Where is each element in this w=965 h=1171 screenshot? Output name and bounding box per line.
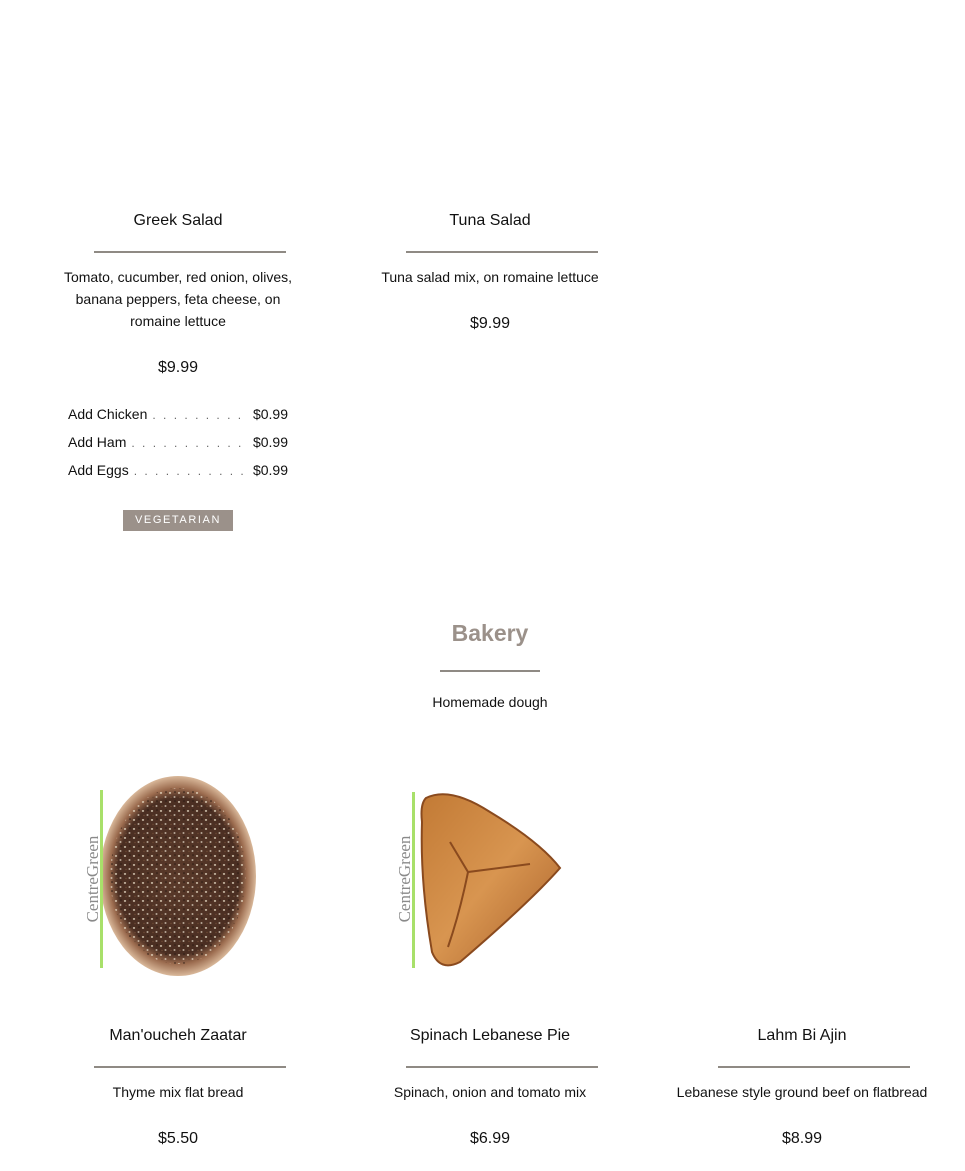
item-divider — [94, 251, 286, 253]
item-name: Greek Salad — [133, 212, 223, 229]
item-divider — [94, 1066, 286, 1068]
watermark-text: CentreGreen — [83, 835, 102, 923]
spinach-pie-photo — [390, 772, 590, 982]
item-price: $9.99 — [469, 315, 511, 332]
menu-item-manoucheh-zaatar — [22, 1025, 334, 1165]
watermark-text: CentreGreen — [395, 835, 414, 923]
item-divider — [406, 1066, 598, 1068]
section-subtitle: Homemade dough — [432, 694, 548, 710]
addon-row — [68, 434, 288, 454]
item-description: Lebanese style ground beef on flatbread — [676, 1084, 928, 1100]
item-name: Man'oucheh Zaatar — [109, 1027, 247, 1044]
vegetarian-badge: VEGETARIAN — [123, 510, 233, 531]
addon-price: $0.99 — [252, 434, 288, 450]
addon-label: Add Chicken — [68, 406, 148, 422]
menu-item-greek-salad — [22, 210, 334, 540]
item-name: Lahm Bi Ajin — [757, 1027, 847, 1044]
addon-row — [68, 406, 288, 426]
addon-leader-dots — [131, 436, 248, 450]
item-description: Tuna salad mix, on romaine lettuce — [381, 269, 599, 285]
zaatar-flatbread-photo — [78, 772, 278, 982]
addon-price: $0.99 — [252, 462, 288, 478]
item-description: Tomato, cucumber, red onion, olives, banana peppers, feta cheese, on romaine lettuce — [63, 269, 292, 329]
section-divider — [440, 670, 540, 672]
item-name: Spinach Lebanese Pie — [409, 1027, 571, 1044]
section-title-bakery: Bakery — [451, 620, 529, 646]
item-price: $8.99 — [781, 1130, 823, 1147]
item-description: Spinach, onion and tomato mix — [393, 1084, 587, 1100]
menu-item-lahm-bi-ajin — [646, 1025, 958, 1165]
item-divider — [718, 1066, 910, 1068]
addon-leader-dots — [152, 408, 248, 422]
menu-item-tuna-salad — [334, 210, 646, 350]
item-name: Tuna Salad — [449, 212, 531, 229]
addon-price: $0.99 — [252, 406, 288, 422]
item-price: $9.99 — [157, 359, 199, 376]
item-price: $5.50 — [157, 1130, 199, 1147]
item-divider — [406, 251, 598, 253]
menu-item-spinach-lebanese-pie — [334, 1025, 646, 1165]
addon-label: Add Ham — [68, 434, 127, 450]
item-price: $6.99 — [469, 1130, 511, 1147]
addon-row — [68, 462, 288, 482]
addon-leader-dots — [134, 464, 248, 478]
item-description: Thyme mix flat bread — [112, 1084, 244, 1100]
addon-label: Add Eggs — [68, 462, 129, 478]
